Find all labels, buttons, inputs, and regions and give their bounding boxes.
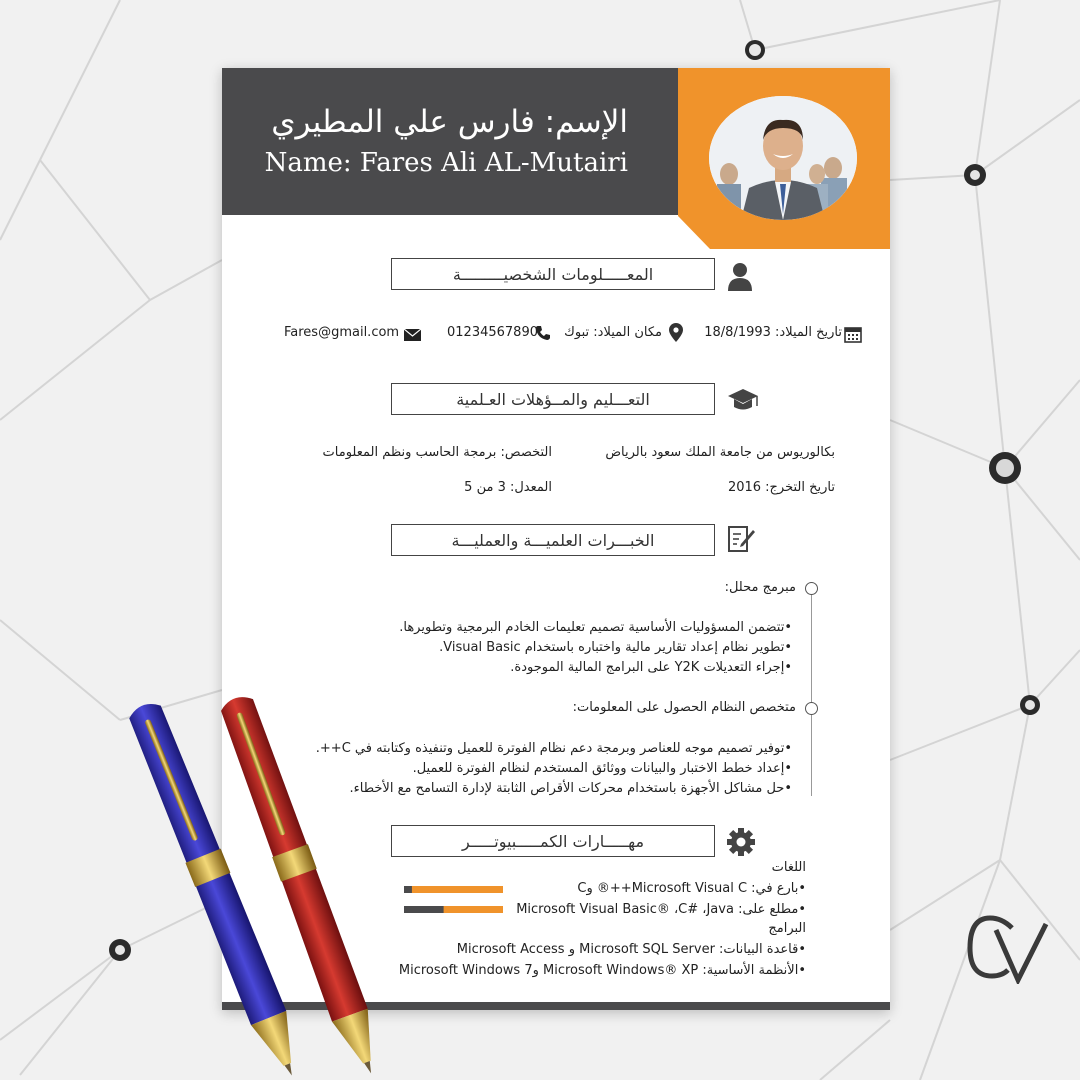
program-skill: •الأنظمة الأساسية: Microsoft Windows® XP وMicrosoft Windows 7: [398, 963, 806, 978]
job-title: متخصص النظام الحصول على المعلومات:: [572, 700, 796, 715]
section-title-education: التعـــليم والمــؤهلات العـلمية: [391, 383, 715, 415]
birth-place: مكان الميلاد: تبوك: [564, 325, 662, 340]
programs-label: البرامج: [768, 921, 806, 936]
job-duty: •إجراء التعديلات Y2K على البرامج المالية الموجودة.: [510, 660, 792, 675]
program-skill: •قاعدة البيانات: Microsoft SQL Server و Microsoft Access: [456, 942, 806, 957]
section-title-experience: الخبـــرات العلميـــة والعمليـــة: [391, 524, 715, 556]
job-duty: •تتضمن المسؤوليات الأساسية تصميم تعليمات الخادم البرمجية وتطويرها.: [399, 620, 792, 635]
name-english: Name: Fares Ali AL-Mutairi: [264, 148, 628, 178]
graduation-date: تاريخ التخرج: 2016: [727, 480, 835, 495]
red-pen: [217, 692, 389, 1080]
birth-date: تاريخ الميلاد: 18/8/1993: [704, 325, 842, 340]
languages-label: اللغات: [771, 860, 806, 875]
section-title-personal: المعـــــلومات الشخصيـــــــــة: [391, 258, 715, 290]
degree: بكالوريوس من جامعة الملك سعود بالرياض: [605, 445, 835, 460]
language-skill: •بارع في: Microsoft Visual C++® وC: [577, 881, 806, 896]
job-duty: •تطوير نظام إعداد تقارير مالية واختباره باستخدام Visual Basic.: [439, 640, 792, 655]
major: التخصص: برمجة الحاسب ونظم المعلومات: [322, 445, 552, 460]
gpa: المعدل: 3 من 5: [464, 480, 552, 495]
job-title: مبرمج محلل:: [724, 580, 796, 595]
job-duty: •حل مشاكل الأجهزة باستخدام محركات الأقراص الثابتة لإدارة التسامح مع الأخطاء.: [349, 781, 792, 796]
language-skill: •مطلع على: Microsoft Visual Basic® ،C# ،Java: [516, 902, 806, 917]
job-duty: •توفير تصميم موجه للعناصر وبرمجة دعم نظام الفوترة للعميل وتنفيذه وكتابته في C++.: [315, 741, 792, 756]
section-title-skills: مهـــــارات الكمـــــبيوتـــــر: [391, 825, 715, 857]
job-duty: •إعداد خطط الاختبار والبيانات ووثائق المستخدم لنظام الفوترة للعميل.: [412, 761, 792, 776]
email: Fares@gmail.com: [284, 325, 400, 340]
blue-pen: [125, 698, 310, 1080]
phone-number: 01234567890: [447, 325, 538, 340]
name-arabic: الإسم: فارس علي المطيري: [271, 104, 628, 140]
